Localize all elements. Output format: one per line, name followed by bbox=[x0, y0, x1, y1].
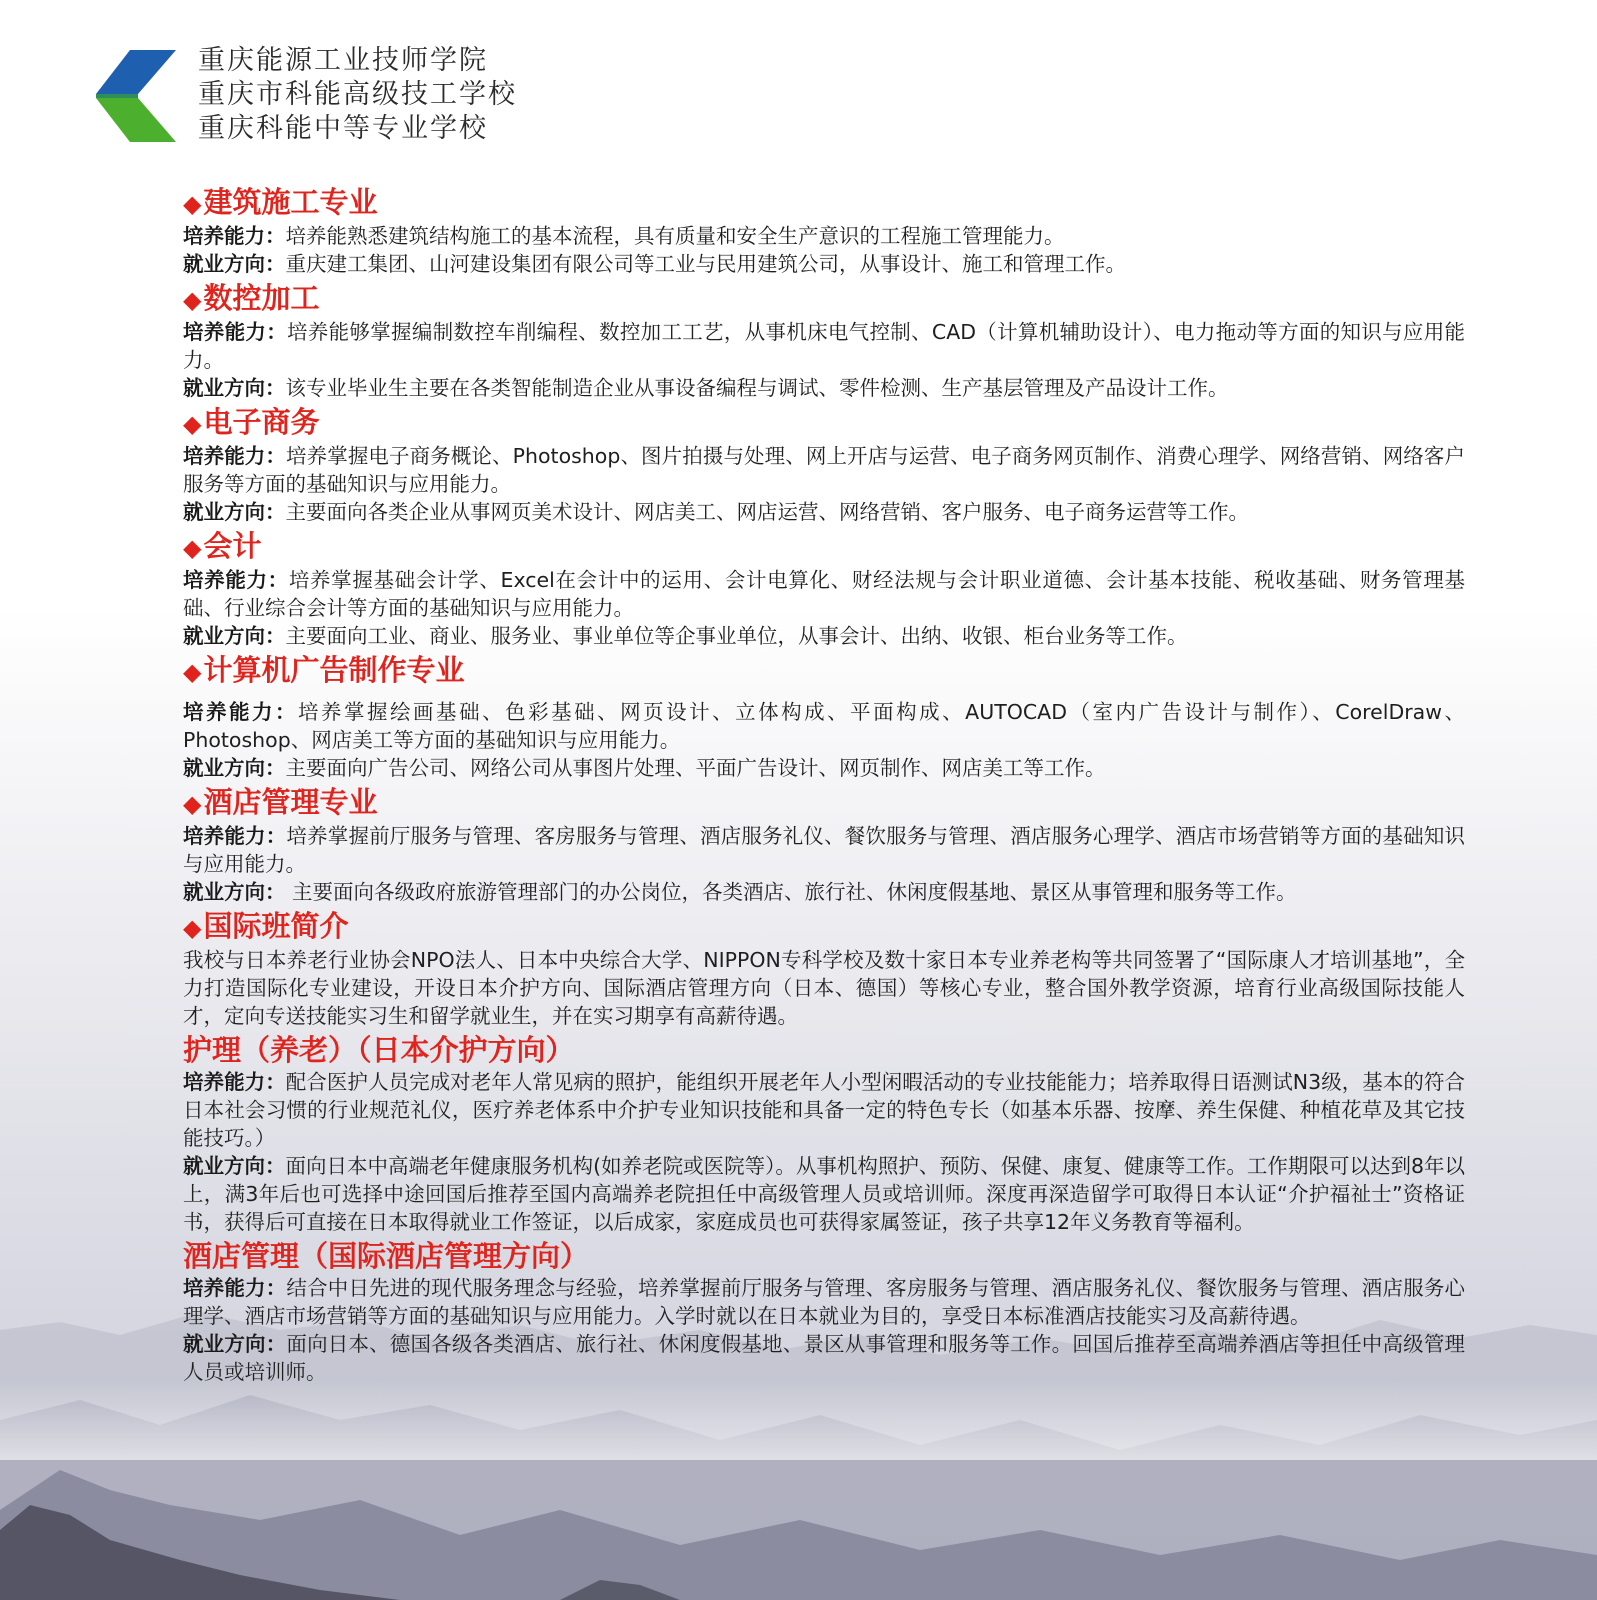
career-text: 就业方向：该专业毕业生主要在各类智能制造企业从事设备编程与调试、零件检测、生产基层管理及产品设计工作。 bbox=[183, 376, 1229, 400]
career-text: 就业方向：面向日本、德国各级各类酒店、旅行社、休闲度假基地、景区从事管理和服务等工作。回国后推荐至高端养酒店等担任中高级管理人员或培训师。 bbox=[183, 1332, 1466, 1384]
career-text: 就业方向：主要面向广告公司、网络公司从事图片处理、平面广告设计、网页制作、网店美工等工作。 bbox=[183, 756, 1106, 780]
career-text: 就业方向： 主要面向各级政府旅游管理部门的办公岗位，各类酒店、旅行社、休闲度假基地、景区从事管理和服务等工作。 bbox=[183, 880, 1297, 904]
school-names bbox=[198, 44, 517, 146]
program-list bbox=[183, 182, 1465, 1386]
ability-text: 培养能力：培养掌握绘画基础、色彩基础、网页设计、立体构成、平面构成、AUTOCAD（室内广告设计与制作）、CorelDraw、Photoshop、网店美工等方面的基础知识与应用能力。 bbox=[183, 700, 1465, 752]
section-title-international: ◆国际班简介 bbox=[183, 909, 349, 943]
diamond-bullet-icon: ◆ bbox=[183, 914, 202, 942]
ability-text: 培养能力：培养掌握电子商务概论、Photoshop、图片拍摄与处理、网上开店与运营、电子商务网页制作、消费心理学、网络营销、网络客户服务等方面的基础知识与应用能力。 bbox=[183, 444, 1466, 496]
diamond-bullet-icon: ◆ bbox=[183, 658, 202, 686]
program-title-nursing: 护理（养老）（日本介护方向） bbox=[183, 1033, 575, 1067]
diamond-bullet-icon: ◆ bbox=[183, 286, 202, 314]
diamond-bullet-icon: ◆ bbox=[183, 410, 202, 438]
ability-text: 培养能力：培养掌握基础会计学、Excel在会计中的运用、会计电算化、财经法规与会计职业道德、会计基本技能、税收基础、财务管理基础、行业综合会计等方面的基础知识与应用能力。 bbox=[183, 568, 1465, 620]
career-text: 就业方向：主要面向工业、商业、服务业、事业单位等企事业单位，从事会计、出纳、收银、柜台业务等工作。 bbox=[183, 624, 1188, 648]
program-title-intl-hotel: 酒店管理（国际酒店管理方向） bbox=[183, 1239, 590, 1273]
school-name-3: 重庆科能中等专业学校 bbox=[198, 113, 488, 144]
section-title-hotel: ◆酒店管理专业 bbox=[183, 785, 378, 819]
section-title-cnc: ◆数控加工 bbox=[183, 281, 320, 315]
ability-text: 培养能力：培养能够掌握编制数控车削编程、数控加工工艺，从事机床电气控制、CAD（计算机辅助设计）、电力拖动等方面的知识与应用能力。 bbox=[183, 320, 1465, 372]
school-name-1: 重庆能源工业技师学院 bbox=[198, 45, 488, 76]
diamond-bullet-icon: ◆ bbox=[183, 790, 202, 818]
section-title-ecommerce: ◆电子商务 bbox=[183, 405, 320, 439]
diamond-bullet-icon: ◆ bbox=[183, 534, 202, 562]
ability-text: 培养能力：配合医护人员完成对老年人常见病的照护，能组织开展老年人小型闲暇活动的专业技能能力；培养取得日语测试N3级，基本的符合日本社会习惯的行业规范礼仪，医疗养老体系中介护专业知识技能和具备一定的特色专长（如基本乐器、按摩、养生保健、种植花草及其它技能技巧。） bbox=[183, 1070, 1466, 1150]
diamond-bullet-icon: ◆ bbox=[183, 190, 202, 218]
section-title-advertising: ◆计算机广告制作专业 bbox=[183, 653, 465, 687]
career-text: 就业方向：重庆建工集团、山河建设集团有限公司等工业与民用建筑公司，从事设计、施工和管理工作。 bbox=[183, 252, 1126, 276]
ability-text: 培养能力：培养能熟悉建筑结构施工的基本流程，具有质量和安全生产意识的工程施工管理能力。 bbox=[183, 224, 1065, 248]
international-intro: 我校与日本养老行业协会NPO法人、日本中央综合大学、NIPPON专科学校及数十家日本专业养老构等共同签署了“国际康人才培训基地”，全力打造国际化专业建设，开设日本介护方向、国际酒店管理方向（日本、德国）等核心专业，整合国外教学资源，培育行业高级国际技能人才，定向专送技能实习生和留学就业生，并在实习期享有高薪待遇。 bbox=[183, 948, 1465, 1028]
ability-text: 培养能力：培养掌握前厅服务与管理、客房服务与管理、酒店服务礼仪、餐饮服务与管理、酒店服务心理学、酒店市场营销等方面的基础知识与应用能力。 bbox=[183, 824, 1466, 876]
ability-text: 培养能力：结合中日先进的现代服务理念与经验，培养掌握前厅服务与管理、客房服务与管理、酒店服务礼仪、餐饮服务与管理、酒店服务心理学、酒店市场营销等方面的基础知识与应用能力。入学时就以在日本就业为目的，享受日本标准酒店技能实习及高薪待遇。 bbox=[183, 1276, 1466, 1328]
section-title-construction: ◆建筑施工专业 bbox=[183, 185, 378, 219]
school-logo-icon bbox=[96, 50, 176, 142]
career-text: 就业方向：面向日本中高端老年健康服务机构(如养老院或医院等）。从事机构照护、预防、保健、康复、健康等工作。工作期限可以达到8年以上，满3年后也可选择中途回国后推荐至国内高端养老院担任中高级管理人员或培训师。深度再深造留学可取得日本认证“介护福祉士”资格证书，获得后可直接在日本取得就业工作签证，以后成家，家庭成员也可获得家属签证，孩子共享12年义务教育等福利。 bbox=[183, 1154, 1466, 1234]
section-title-accounting: ◆会计 bbox=[183, 529, 262, 563]
school-name-2: 重庆市科能高级技工学校 bbox=[198, 79, 517, 110]
career-text: 就业方向：主要面向各类企业从事网页美术设计、网店美工、网店运营、网络营销、客户服务、电子商务运营等工作。 bbox=[183, 500, 1249, 524]
